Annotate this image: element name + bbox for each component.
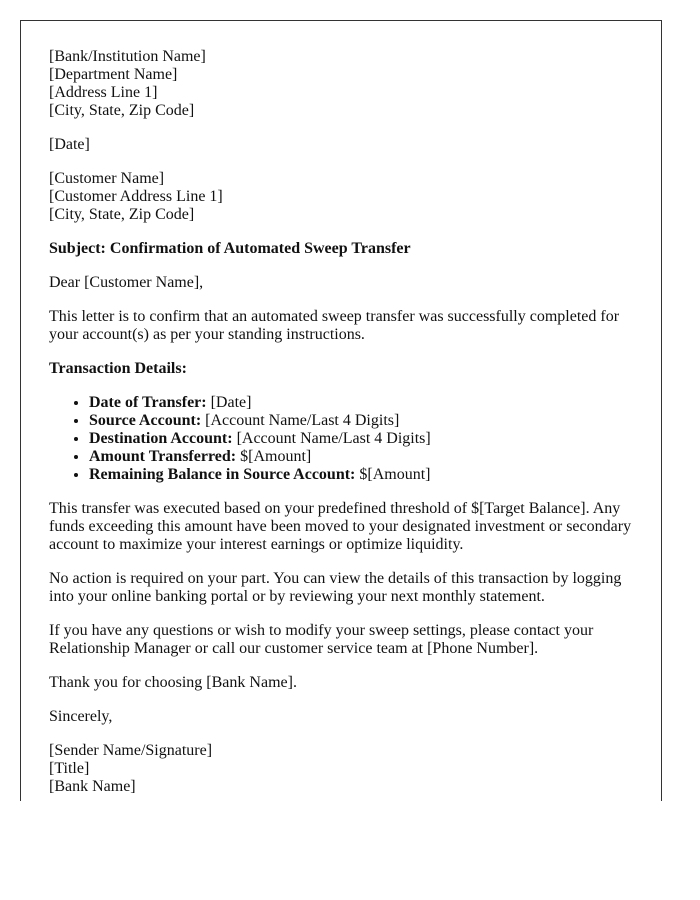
details-heading: Transaction Details: — [49, 360, 187, 377]
signature-line: [Sender Name/Signature] — [49, 742, 213, 759]
address-line: [Bank/Institution Name] — [49, 48, 206, 65]
detail-label: Destination Account: — [89, 430, 233, 447]
body-paragraph: No action is required on your part. You can view the details of this transaction by logging into your online banking portal or by reviewing your next monthly statement. — [49, 570, 622, 605]
list-item — [89, 466, 633, 484]
address-line: [City, State, Zip Code] — [49, 206, 195, 223]
intro-paragraph: This letter is to confirm that an automated sweep transfer was successfully completed for your account(s) as per your standing instructions. — [49, 308, 620, 343]
detail-value: $[Amount] — [355, 466, 431, 483]
signature-line: [Bank Name] — [49, 778, 136, 795]
address-line: [Address Line 1] — [49, 84, 158, 101]
detail-label: Remaining Balance in Source Account: — [89, 466, 356, 483]
transaction-details-list — [49, 394, 633, 484]
address-line: [Customer Name] — [49, 170, 165, 187]
list-item — [89, 412, 633, 430]
body-paragraph: If you have any questions or wish to modify your sweep settings, please contact your Relationship Manager or call our customer service team at [Phone Number]. — [49, 622, 594, 657]
body-paragraph: This transfer was executed based on your predefined threshold of $[Target Balance]. Any funds exceeding this amount have been moved to your designated investment or secondary account to maximize your interest earnings or optimize liquidity. — [49, 500, 632, 553]
letter-page — [20, 20, 662, 801]
detail-value: [Date] — [206, 394, 252, 411]
sender-address — [49, 48, 633, 120]
address-line: [Department Name] — [49, 66, 178, 83]
detail-value: [Account Name/Last 4 Digits] — [201, 412, 400, 429]
closing: Sincerely, — [49, 708, 113, 725]
signature-block — [49, 742, 633, 796]
address-line: [City, State, Zip Code] — [49, 102, 195, 119]
list-item — [89, 394, 633, 412]
thank-you: Thank you for choosing [Bank Name]. — [49, 674, 297, 691]
detail-value: [Account Name/Last 4 Digits] — [232, 430, 431, 447]
salutation: Dear [Customer Name], — [49, 274, 204, 291]
detail-label: Source Account: — [89, 412, 202, 429]
letter-date: [Date] — [49, 136, 90, 153]
recipient-address — [49, 170, 633, 224]
list-item — [89, 430, 633, 448]
address-line: [Customer Address Line 1] — [49, 188, 223, 205]
detail-value: $[Amount] — [236, 448, 312, 465]
detail-label: Date of Transfer: — [89, 394, 207, 411]
detail-label: Amount Transferred: — [89, 448, 237, 465]
signature-line: [Title] — [49, 760, 90, 777]
subject-line: Subject: Confirmation of Automated Sweep Transfer — [49, 240, 411, 257]
list-item — [89, 448, 633, 466]
